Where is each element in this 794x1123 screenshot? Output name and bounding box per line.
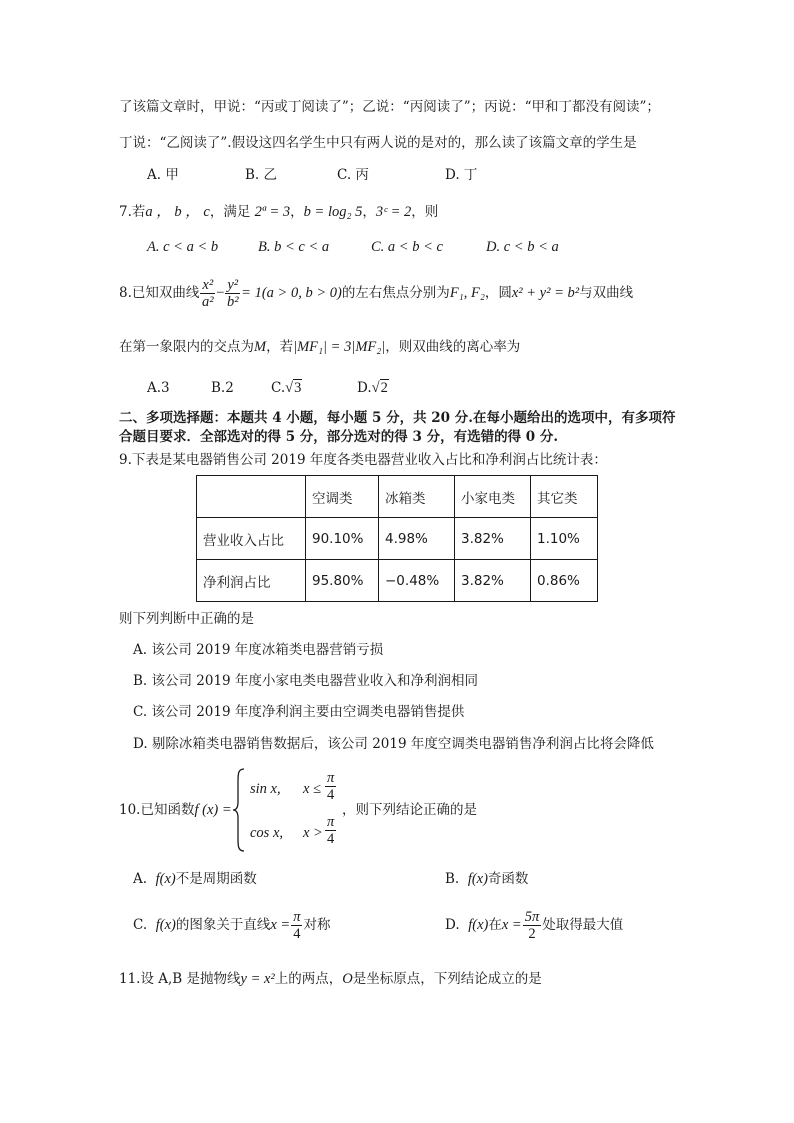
q9-stat-table — [196, 475, 598, 602]
q7-sep2: ， — [362, 204, 376, 220]
q9-option-b: B. 该公司 2019 年度小家电类电器营业收入和净利润相同 — [133, 673, 478, 689]
table-header-row — [197, 476, 598, 518]
q8-frac-y — [225, 277, 240, 310]
q8-stem-line1 — [119, 276, 633, 310]
table-header-cell — [197, 476, 306, 518]
q10-option-b-label: B. — [445, 871, 460, 887]
intro-option-a: A. 甲 — [147, 167, 179, 183]
q10-piece2-four: 4 — [327, 831, 335, 847]
q8-minus: − — [216, 285, 225, 301]
q10-piece2-pi: π — [327, 814, 335, 830]
q8-point: M — [254, 339, 267, 355]
q8-stem-line2 — [119, 337, 520, 357]
q7-eq3: 3ᶜ = 2 — [375, 204, 412, 220]
q10-prefix: 10.已知函数 — [119, 802, 195, 818]
q8-frac-x — [200, 277, 215, 310]
table-row — [197, 518, 598, 560]
q10-option-c-text1: 的图象关于直线 — [175, 917, 271, 933]
q8-end: 与双曲线 — [579, 285, 634, 301]
intro-line-2: 丁说：“乙阅读了”.假设这四名学生中只有两人说的是对的，那么读了该篇文章的学生是 — [119, 135, 637, 151]
q10-piece1-four: 4 — [327, 787, 335, 803]
q10-option-a-fx: f(x) — [155, 871, 176, 887]
q11-origin: O — [342, 971, 353, 987]
table-cell: 3.82% — [455, 518, 531, 560]
q10-piece1-cond: x ≤ — [303, 781, 322, 797]
q8-option-d-label: D. — [357, 380, 372, 396]
q10-option-a — [133, 869, 257, 889]
q7-suffix: ，则 — [411, 204, 439, 220]
q11-end: 是坐标原点，下列结论成立的是 — [352, 971, 542, 987]
q9-option-c: C. 该公司 2019 年度净利润主要由空调类电器销售提供 — [133, 704, 465, 720]
q10-option-b — [445, 869, 528, 889]
table-cell: 净利润占比 — [197, 560, 306, 602]
q10-piece2-fn: cos x, — [250, 825, 284, 841]
q10-option-d-label: D. — [445, 917, 460, 933]
table-cell: 营业收入占比 — [197, 518, 306, 560]
table-cell: 90.10% — [306, 518, 379, 560]
q7-eq2: b = log₂ 5 — [303, 204, 363, 220]
q8-frac-y-den: b² — [226, 294, 239, 310]
q8-line2-c: ，则双曲线的离心率为 — [385, 339, 521, 355]
q9-option-a: A. 该公司 2019 年度冰箱类电器营销亏损 — [133, 642, 384, 658]
q10-piece1-frac — [324, 770, 337, 803]
q10-piece2-frac — [324, 814, 337, 847]
q10-suffix: ，则下列结论正确的是 — [342, 802, 477, 818]
q8-prefix: 8.已知双曲线 — [119, 285, 200, 301]
q11-parabola: y = x² — [240, 971, 275, 987]
q8-option-c — [271, 378, 302, 398]
table-cell: 0.86% — [531, 560, 598, 602]
q7-option-b: B. b < c < a — [258, 239, 330, 255]
q8-mid: 的左右焦点分别为 — [341, 285, 450, 301]
table-header-cell: 冰箱类 — [379, 476, 455, 518]
q10-option-d-text1: 在 — [488, 917, 502, 933]
q10-option-a-text: 不是周期函数 — [175, 871, 257, 887]
q11-stem — [119, 969, 542, 989]
q8-circle: x² + y² = b² — [511, 285, 580, 301]
q10-option-d-eq: x = — [501, 917, 522, 933]
q7-vars: a ， b ， c — [145, 204, 210, 220]
q8-foci: F₁, F₂ — [449, 285, 485, 301]
q8-option-c-radicand: 3 — [294, 380, 302, 396]
q10-option-c-fx: f(x) — [155, 917, 176, 933]
table-header-cell: 其它类 — [531, 476, 598, 518]
q10-option-c-text2: 对称 — [303, 917, 331, 933]
q9-option-d: D. 剔除冰箱类电器销售数据后，该公司 2019 年度空调类电器销售净利润占比将会降低 — [133, 736, 654, 752]
q10-option-d-frac — [523, 909, 542, 942]
table-cell: 4.98% — [379, 518, 455, 560]
q8-frac-y-num: y² — [227, 277, 239, 293]
q7-stem — [119, 202, 438, 222]
q10-option-a-label: A. — [133, 871, 148, 887]
q10-piece1-frac-inner — [325, 770, 336, 803]
q10-option-d — [445, 906, 623, 944]
q8-frac-x-num: x² — [202, 277, 214, 293]
q8-option-c-label: C. — [271, 380, 286, 396]
section2-line2: 合题目要求．全部选对的得 5 分，部分选对的得 3 分，有选错的得 0 分. — [119, 429, 559, 445]
q8-option-a: A.3 — [147, 380, 170, 396]
intro-option-c: C. 丙 — [337, 167, 369, 183]
q10-fx: f (x) = — [194, 802, 232, 818]
q7-option-a: A. c < a < b — [147, 239, 219, 255]
q7-eq1: 2ª = 3 — [254, 204, 291, 220]
q10-option-c-label: C. — [133, 917, 148, 933]
q7-cond-text: ，满足 — [209, 204, 251, 220]
table-cell: 3.82% — [455, 560, 531, 602]
q8-line2-a: 在第一象限内的交点为 — [119, 339, 254, 355]
q10-option-c-four: 4 — [293, 926, 301, 942]
q10-option-d-num: 5π — [524, 909, 540, 925]
q10-option-c — [133, 906, 330, 944]
q8-option-d-sqrt: √2 — [371, 380, 388, 396]
table-cell: 1.10% — [531, 518, 598, 560]
intro-option-b: B. 乙 — [245, 167, 278, 183]
q7-option-d: D. c < b < a — [486, 239, 559, 255]
q9-stem: 9.下表是某电器销售公司 2019 年度各类电器营业收入占比和净利润占比统计表： — [119, 452, 607, 468]
table-cell: 95.80% — [306, 560, 379, 602]
q8-line2-b: ，若 — [266, 339, 294, 355]
q10-option-d-text2: 处取得最大值 — [542, 917, 624, 933]
intro-option-d: D. 丁 — [445, 167, 478, 183]
table-row — [197, 560, 598, 602]
q8-option-b: B.2 — [211, 380, 234, 396]
q11-prefix: 11.设 A,B 是抛物线 — [119, 971, 241, 987]
q8-mid2: ，圆 — [484, 285, 512, 301]
q10-piece2-frac-inner — [325, 814, 336, 847]
intro-line-1: 了该篇文章时，甲说：“丙或丁阅读了”；乙说：“丙阅读了”；丙说：“甲和丁都没有阅读”； — [119, 99, 660, 115]
q10-piece1-fn: sin x, — [250, 781, 281, 797]
q8-frac-x-den: a² — [201, 294, 214, 310]
q7-option-c: C. a < b < c — [371, 239, 443, 255]
q8-option-d-radicand: 2 — [380, 380, 388, 396]
q9-question: 则下列判断中正确的是 — [119, 611, 254, 627]
table-header-cell: 小家电类 — [455, 476, 531, 518]
q7-prefix: 7.若 — [119, 204, 146, 220]
q8-option-d — [357, 378, 389, 398]
piecewise-brace-icon — [232, 768, 246, 852]
q10-option-d-den: 2 — [528, 926, 536, 942]
q8-hyperbola-tail: = 1(a > 0, b > 0) — [241, 285, 342, 301]
table-header-cell: 空调类 — [306, 476, 379, 518]
q10-option-b-text: 奇函数 — [487, 871, 529, 887]
table-cell: −0.48% — [379, 560, 455, 602]
q10-option-c-frac — [291, 909, 302, 942]
q11-mid: 上的两点， — [274, 971, 343, 987]
q10-option-c-pi: π — [293, 909, 301, 925]
q10-option-c-eq: x = — [270, 917, 291, 933]
q7-sep1: ， — [290, 204, 304, 220]
q10-option-b-fx: f(x) — [467, 871, 488, 887]
q10-option-d-fx: f(x) — [468, 917, 489, 933]
section2-line1: 二、多项选择题：本题共 4 小题，每小题 5 分，共 20 分.在每小题给出的选项中，有多项符 — [119, 410, 676, 426]
q10-piece2-cond: x > — [303, 825, 323, 841]
q8-option-c-sqrt: √3 — [285, 380, 302, 396]
q8-cond: |MF₁| = 3|MF₂| — [293, 339, 386, 355]
q10-piece1-pi: π — [327, 770, 335, 786]
q10-prefix-line — [119, 800, 232, 820]
